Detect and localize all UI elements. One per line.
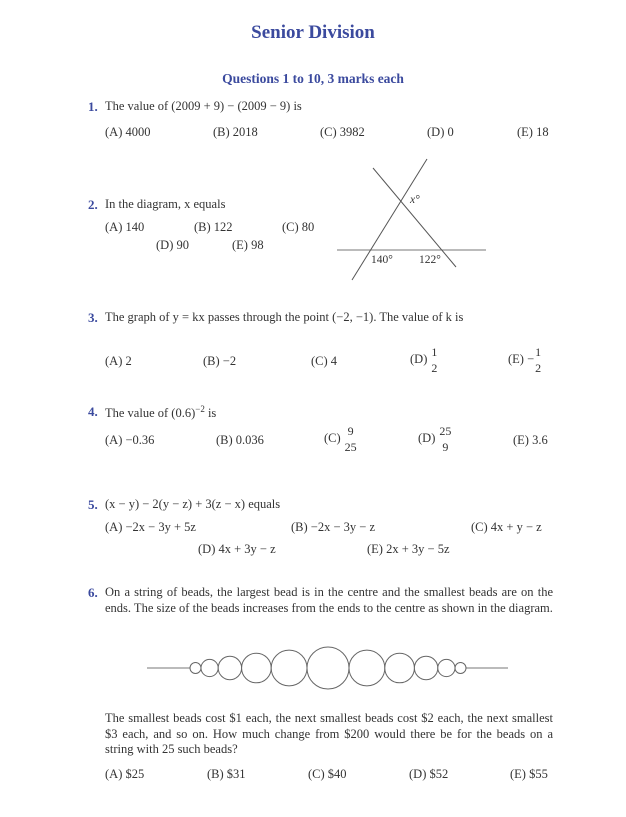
question-number: 1. (88, 99, 98, 114)
denominator: 2 (535, 361, 542, 375)
numerator: 1 (431, 345, 438, 359)
option-label: (C) (311, 354, 328, 368)
exponent: −2 (195, 404, 205, 414)
option-value: 18 (536, 125, 549, 139)
option-value: 80 (301, 220, 315, 234)
option-value: 140 (125, 220, 145, 234)
option-label: (D) (198, 542, 216, 556)
question-number: 2. (88, 197, 98, 212)
bead (271, 650, 307, 686)
option-label: (C) (308, 767, 325, 781)
option-label: (D) (427, 125, 445, 139)
question-text: The graph of y = kx passes through the point (−2, −1). The value of k is (105, 310, 464, 324)
option-value: 2x + 3y − 5z (386, 542, 450, 556)
option-label: (D) (409, 767, 427, 781)
option-label: (B) (291, 520, 308, 534)
numerator: 1 (535, 345, 542, 359)
option-label: (A) (105, 433, 123, 447)
bead (438, 659, 455, 676)
option-value: −2x − 3y − z (310, 520, 375, 534)
option-label: (E) (517, 125, 533, 139)
option-label: (E) (513, 433, 529, 447)
option-label: (B) (216, 433, 233, 447)
option-value: 3.6 (532, 433, 548, 447)
section-subtitle: Questions 1 to 10, 3 marks each (222, 71, 404, 86)
numerator: 25 (439, 424, 452, 438)
option-value: 4 (330, 354, 338, 368)
numerator: 9 (347, 424, 354, 438)
bead (218, 656, 241, 679)
bead (385, 653, 415, 683)
option-value: 4x + 3y − z (218, 542, 276, 556)
bead (242, 653, 272, 683)
question-text: The value of (2009 + 9) − (2009 − 9) is (105, 99, 302, 113)
option-b[interactable] (207, 767, 246, 782)
question-text: On a string of beads, the largest bead is in the centre and the smallest beads are on the ends. The size of the beads increases from the ends to the centre as shown in the diagram. (105, 585, 553, 615)
option-a[interactable] (105, 767, 144, 782)
option-label: (C) (324, 430, 341, 445)
option-value: 4x + y − z (490, 520, 542, 534)
option-label: (A) (105, 125, 123, 139)
option-value: $40 (327, 767, 347, 781)
angle-x-label: x° (410, 194, 420, 206)
option-label: (B) (213, 125, 230, 139)
denominator: 9 (442, 440, 449, 454)
option-label: (A) (105, 354, 123, 368)
bead (414, 656, 437, 679)
option-value: 4000 (125, 125, 151, 139)
option-value: 2 (125, 354, 132, 368)
option-value: 90 (176, 238, 189, 252)
option-value: −2 (222, 354, 237, 368)
question-text: (x − y) − 2(y − z) + 3(z − x) equals (105, 497, 281, 511)
bead (190, 663, 201, 674)
text-after: is (204, 406, 217, 421)
option-value: $55 (529, 767, 548, 781)
option-value: 0.036 (235, 433, 264, 447)
option-label: (B) (203, 354, 220, 368)
option-label: (D) (156, 238, 174, 252)
option-label: (A) (105, 767, 123, 781)
option-value: 0 (447, 125, 454, 139)
option-value: 2018 (232, 125, 258, 139)
option-sign: − (527, 351, 535, 366)
option-label: (E) (232, 238, 248, 252)
option-label: (A) (105, 520, 123, 534)
option-value: $25 (125, 767, 145, 781)
option-label: (B) (194, 220, 211, 234)
option-value: $52 (429, 767, 449, 781)
text-before: The value of (0.6) (105, 406, 196, 421)
option-value: $31 (226, 767, 246, 781)
option-label: (B) (207, 767, 224, 781)
question-text-continued: The smallest beads cost $1 each, the next smallest beads cost $2 each, the next smallest $3 each, and so on. How much change from $200 would there be for the beads on a string with 25 such beads? (105, 711, 553, 756)
option-value: −2x − 3y + 5z (125, 520, 196, 534)
option-label: (D) (418, 430, 436, 445)
option-value: −0.36 (125, 433, 155, 447)
question-number: 5. (88, 497, 98, 512)
question-text: In the diagram, x equals (105, 197, 226, 211)
option-e[interactable] (510, 767, 548, 782)
beads (190, 647, 466, 689)
option-value: 98 (251, 238, 264, 252)
option-label: (E) (508, 351, 524, 366)
option-label: (C) (282, 220, 299, 234)
option-value: 3982 (339, 125, 365, 139)
page-title: Senior Division (251, 22, 375, 43)
bead (349, 650, 385, 686)
option-label: (C) (471, 520, 488, 534)
option-label: (C) (320, 125, 337, 139)
option-label: (E) (367, 542, 383, 556)
question-number: 3. (88, 310, 98, 325)
angle-122-label: 122° (419, 254, 441, 266)
option-value: 122 (213, 220, 233, 234)
option-label: (E) (510, 767, 526, 781)
option-label: (D) (410, 351, 428, 366)
option-d[interactable] (409, 767, 448, 782)
question-number: 4. (88, 404, 98, 419)
bead (307, 647, 349, 689)
bead (201, 659, 218, 676)
question-number: 6. (88, 585, 98, 600)
denominator: 25 (344, 440, 357, 454)
bead (455, 663, 466, 674)
angle-140-label: 140° (371, 254, 393, 266)
denominator: 2 (431, 361, 438, 375)
option-label: (A) (105, 220, 123, 234)
option-c[interactable] (308, 767, 347, 782)
